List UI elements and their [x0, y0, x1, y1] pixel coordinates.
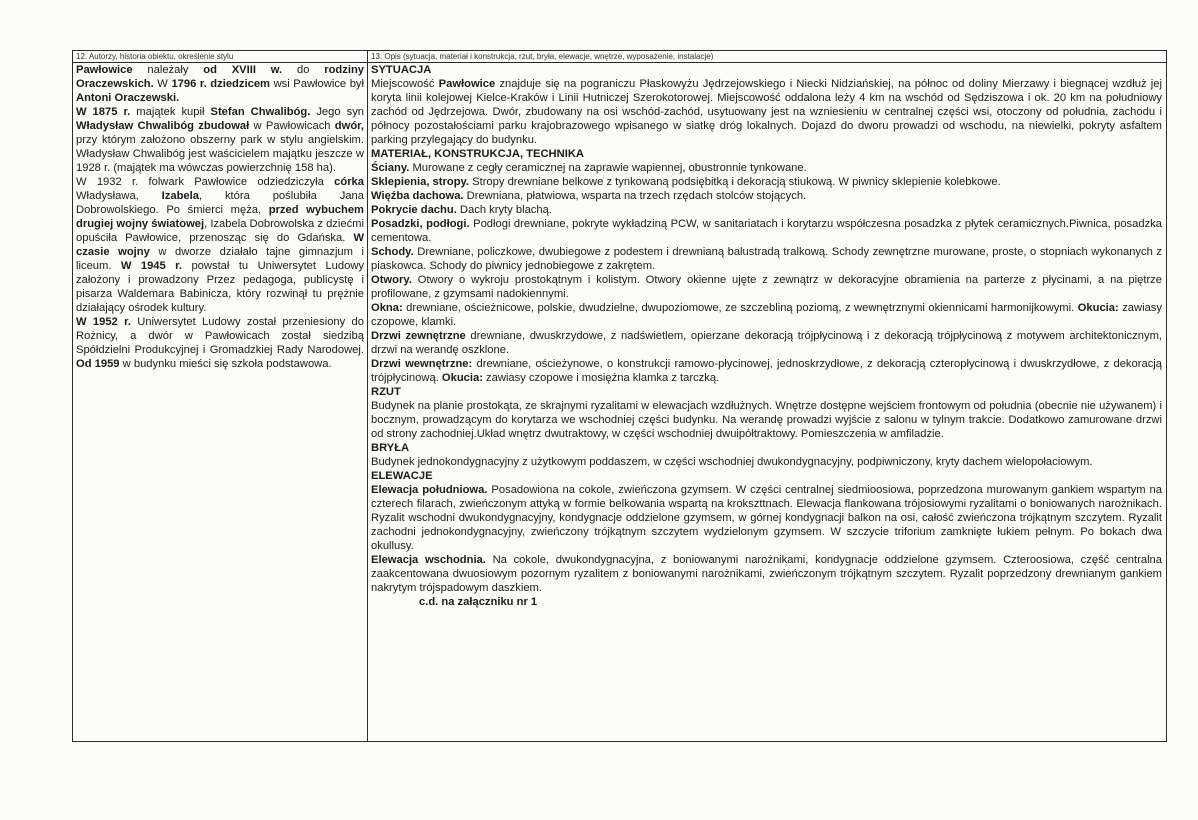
bold-run: MATERIAŁ, KONSTRUKCJA, TECHNIKA: [371, 148, 584, 160]
text-run: drewniane, ościeżnicowe, polskie, dwudzielne, dwupoziomowe, ze szczebliną poziomą, z wewnętrznymi okiennicami harmonijkowymi.: [402, 302, 1078, 314]
text-run: w dworze działało tajne gimnazjum i liceum.: [76, 246, 364, 272]
bold-run: ELEWACJE: [371, 470, 433, 482]
bold-run: SYTUACJA: [371, 64, 432, 76]
bold-run: rodziny Oraczewskich.: [76, 64, 364, 90]
bold-run: Pokrycie dachu.: [371, 204, 457, 216]
history-paragraph: [76, 105, 364, 175]
bold-run: Okucia:: [1077, 302, 1119, 314]
text-run: w budynku mieści się szkoła podstawowa.: [119, 358, 332, 370]
record-sheet-table: [72, 50, 1167, 742]
bold-run: Izabela: [161, 190, 199, 202]
bold-run: Otwory.: [371, 274, 412, 286]
description-text: [368, 63, 1166, 595]
description-paragraph: [371, 161, 1162, 175]
content-row: [73, 63, 1167, 742]
description-paragraph: [371, 175, 1162, 189]
history-text: [73, 63, 367, 371]
text-run: , która poślubiła Jana Dobrowolskiego. Po śmierci męża,: [76, 190, 364, 216]
bold-run: Sklepienia, stropy.: [371, 176, 470, 188]
text-run: zawiasy czopowe i mosiężna klamka z tarczką.: [482, 372, 720, 384]
text-run: Murowane z cegły ceramicznej na zaprawie wapiennej, obustronnie tynkowane.: [409, 162, 807, 174]
text-run: Uniwersytet Ludowy został przeniesiony do Rożnicy, a dwór w Pawłowicach został siedzibą Spółdzielni Produkcyjnej i Gromadzkiej Rady Narodowej.: [76, 316, 364, 356]
bold-run: Pawłowice: [438, 78, 496, 90]
text-run: do: [282, 64, 325, 76]
text-run: Stropy drewniane belkowe z tynkowaną podsiębitką i dekoracją stiukową. W piwnicy sklepienie kolebkowe.: [469, 176, 1001, 188]
description-paragraph: [371, 77, 1162, 147]
text-run: Drewniane, policzkowe, dwubiegowe z podestem i drewnianą balustradą tralkową. Schody zewnętrzne murowane, proste, o stopniach wykonanych z piaskowca. Schody do piwnicy jednobiegowe z zakrętem.: [371, 246, 1162, 272]
bold-run: W 1952 r.: [76, 316, 131, 328]
text-run: Budynek na planie prostokąta, ze skrajnymi ryzalitami w elewacjach wzdłużnych. Wnętrze dostępne wejściem frontowym od południa (obecnie nie używanem) i bocznym, prowadzącym do korytarza we wschodniej części budynku. Na werandę prowadzi wyjście z salonu w tylnym trakcie. Dodatkowo zamurowane drzwi od strony zachodniej.Układ wnętrz dwutraktowy, w części wschodniej dwuipółtraktowy. Pomieszczenia w amfiladzie.: [371, 400, 1162, 440]
bold-run: przed wybuchem drugiej wojny światowej: [76, 204, 364, 230]
text-run: drewniane, dwuskrzydowe, z nadświetlem, opierzane dekoracją trójpłycinową i z dekoracją trójpłycinową z motywem architektonicznym, drzwi na werandę oszklone.: [371, 330, 1162, 356]
description-paragraph: [371, 147, 1162, 161]
description-paragraph: [371, 329, 1162, 357]
bold-run: Ściany.: [371, 162, 410, 174]
bold-run: dwór,: [334, 120, 364, 132]
description-paragraph: [371, 301, 1162, 329]
history-paragraph: [76, 175, 364, 315]
description-paragraph: [371, 399, 1162, 441]
header-authors-history: 12. Autorzy, historia obiektu, określenie stylu: [76, 52, 234, 61]
header-cell-right: [368, 51, 1167, 63]
bold-run: Pawłowice: [76, 64, 133, 76]
text-run: w Pawłowicach: [249, 120, 335, 132]
bold-run: Władysław Chwalibóg zbudował: [76, 120, 250, 132]
bold-run: od XVIII w.: [203, 64, 283, 76]
bold-run: W 1945 r.: [120, 260, 183, 272]
text-run: Miejscowość: [371, 78, 439, 90]
bold-run: Schody.: [371, 246, 414, 258]
bold-run: Elewacja południowa.: [371, 484, 488, 496]
bold-run: córka: [334, 176, 364, 188]
bold-run: RZUT: [371, 386, 401, 398]
text-run: W: [153, 78, 172, 90]
text-run: Otwory o wykroju prostokątnym i kolistym. Otwory okienne ujęte z zewnątrz w dekoracyjne obramienia na parterze z płycinami, a na piętrze profilowane, z gzymsami nadokiennymi.: [371, 274, 1162, 300]
text-run: przy którym założono obszerny park w stylu angielskim. Władysław Chwalibóg jest waścicielem majątku jeszcze w 1928 r. (majątek ma wówczas powierzchnię 158 ha).: [76, 134, 364, 174]
description-paragraph: [371, 63, 1162, 77]
bold-run: W czasie wojny: [76, 232, 364, 258]
description-paragraph: [371, 469, 1162, 483]
bold-run: Drzwi zewnętrzne: [371, 330, 466, 342]
bold-run: Okucia:: [441, 372, 483, 384]
continuation-note: c.d. na załączniku nr 1: [419, 596, 538, 608]
text-run: znajduje się na pograniczu Płaskowyżu Jędrzejowskiego i Niecki Nidziańskiej, na północ od doliny Mierzawy i biegnącej wzdłuż jej koryta linii kolejowej Kielce-Kraków i Linii Hutniczej Szerokotorowej. Miejscowość oddalona leży 4 km na wschód od Sędziszowa i ok. 20 km na południowy zachód od Jędrzejowa. Dwór, zbudowany na osi wschód-zachód, usytuowany jest na wzniesieniu w centralnej części wsi, otoczony od południa, zachodu i północy pozostałościami parku krajobrazowego wpisanego w siatkę dróg lokalnych. Dojazd do dworu prowadzi od wschodu, na niewielki, pokryty asfaltem parking przylegający do budynku.: [371, 78, 1162, 146]
history-paragraph: [76, 315, 364, 371]
text-run: W 1932 r. folwark Pawłowice odziedziczyła: [76, 176, 335, 188]
bold-run: 1796 r. dziedzicem: [171, 78, 270, 90]
description-paragraph: [371, 245, 1162, 273]
header-cell-left: [73, 51, 368, 63]
text-run: Władysława,: [76, 190, 162, 202]
text-run: Budynek jednokondygnacyjny z użytkowym poddaszem, w części wschodniej dwukondygnacyjny, podpiwniczony, kryty dachem wielopołaciowym.: [371, 456, 1093, 468]
text-run: , Izabela Dobrowolska z dziećmi opuściła Pawłowice, przenosząc się do Gdańska.: [76, 218, 364, 244]
description-paragraph: [371, 357, 1162, 385]
description-paragraph: [371, 455, 1162, 469]
text-run: Drewniana, płatwiowa, wsparta na trzech rzędach stolców stojących.: [463, 190, 807, 202]
text-run: należały: [132, 64, 204, 76]
header-description: 13. Opis (sytuacja, materiał i konstrukcja, rzut, bryła, elewacje, wnętrze, wyposażenie, instalacje): [371, 52, 714, 61]
description-paragraph: [371, 217, 1162, 245]
text-run: drewniane, ościeżynowe, o konstrukcji ramowo-płycinowej, jednoskrzydłowe, z dekoracją czteropłycinową i dwuskrzydłowe, z dekoracją trójpłycinową.: [371, 358, 1162, 384]
bold-run: Więźba dachowa.: [371, 190, 464, 202]
bold-run: Drzwi wewnętrzne:: [371, 358, 473, 370]
bold-run: Antoni Oraczewski.: [76, 92, 180, 104]
bold-run: Elewacja wschodnia.: [371, 554, 486, 566]
description-paragraph: [371, 385, 1162, 399]
text-run: Posadowiona na cokole, zwieńczona gzymsem. W części centralnej siedmioosiowa, poprzedzona murowanym gankiem wspartym na czterech filarach, zwieńczonym attyką w formie belkowania wspartą na krokszttnach. Elewacja flankowana trójosiowymi ryzalitami o boniowanych narożnikach. Ryzalit wschodni dwukondygnacyjny, kondygnacje oddzielone gzymsem, w górnej kondygnacji balkon na osi, całość zwieńczona trójkątnym szczytem. Ryzalit zachodni jednokondygnacyjny, zwieńczony trójkątnym szczytem wydzielonym gzymsem. W szczycie triforium zamknięte łukiem pełnym. Po bokach dwa okullusy.: [371, 484, 1162, 552]
description-paragraph: [371, 483, 1162, 553]
text-run: Jego syn: [310, 106, 365, 118]
header-row: [73, 51, 1167, 63]
bold-run: BRYŁA: [371, 442, 410, 454]
description-paragraph: [371, 553, 1162, 595]
bold-run: Posadzki, podłogi.: [371, 218, 470, 230]
description-cell: [368, 63, 1167, 742]
bold-run: Stefan Chwalibóg.: [210, 106, 311, 118]
description-paragraph: [371, 441, 1162, 455]
history-cell: [73, 63, 368, 742]
text-run: wsi Pawłowice był: [270, 78, 365, 90]
bold-run: W 1875 r.: [76, 106, 131, 118]
text-run: majątek kupił: [130, 106, 211, 118]
text-run: Na cokole, dwukondygnacyjna, z boniowanymi narożnikami, kondygnacje oddzielone gzymsem. Czteroosiowa, część centralna zaakcentowana dwuosiowym pozornym ryzalitem z boniowanymi narożnikami, zwieńczonym trójkątnym szczytem. Ryzalit poprzedzony drewnianym gankiem nakrytym trójspadowym daszkiem.: [371, 554, 1162, 594]
text-run: zawiasy czopowe, klamki.: [371, 302, 1162, 328]
description-paragraph: [371, 203, 1162, 217]
history-paragraph: [76, 63, 364, 105]
description-paragraph: [371, 189, 1162, 203]
text-run: Podłogi drewniane, pokryte wykładziną PCW, w sanitariatach i korytarzu współczesna posadzka z płytek ceramicznych.Piwnica, posadzka cementowa.: [371, 218, 1162, 244]
text-run: powstał tu Uniwersytet Ludowy założony i prowadzony Przez pedagoga, publicystę i pisarza Waldemara Babinicza, który rozwinął tu prężnie działający ośrodek kultury.: [76, 260, 365, 314]
description-paragraph: [371, 273, 1162, 301]
bold-run: Od 1959: [76, 358, 120, 370]
text-run: Dach kryty blachą.: [456, 204, 552, 216]
bold-run: Okna:: [371, 302, 403, 314]
